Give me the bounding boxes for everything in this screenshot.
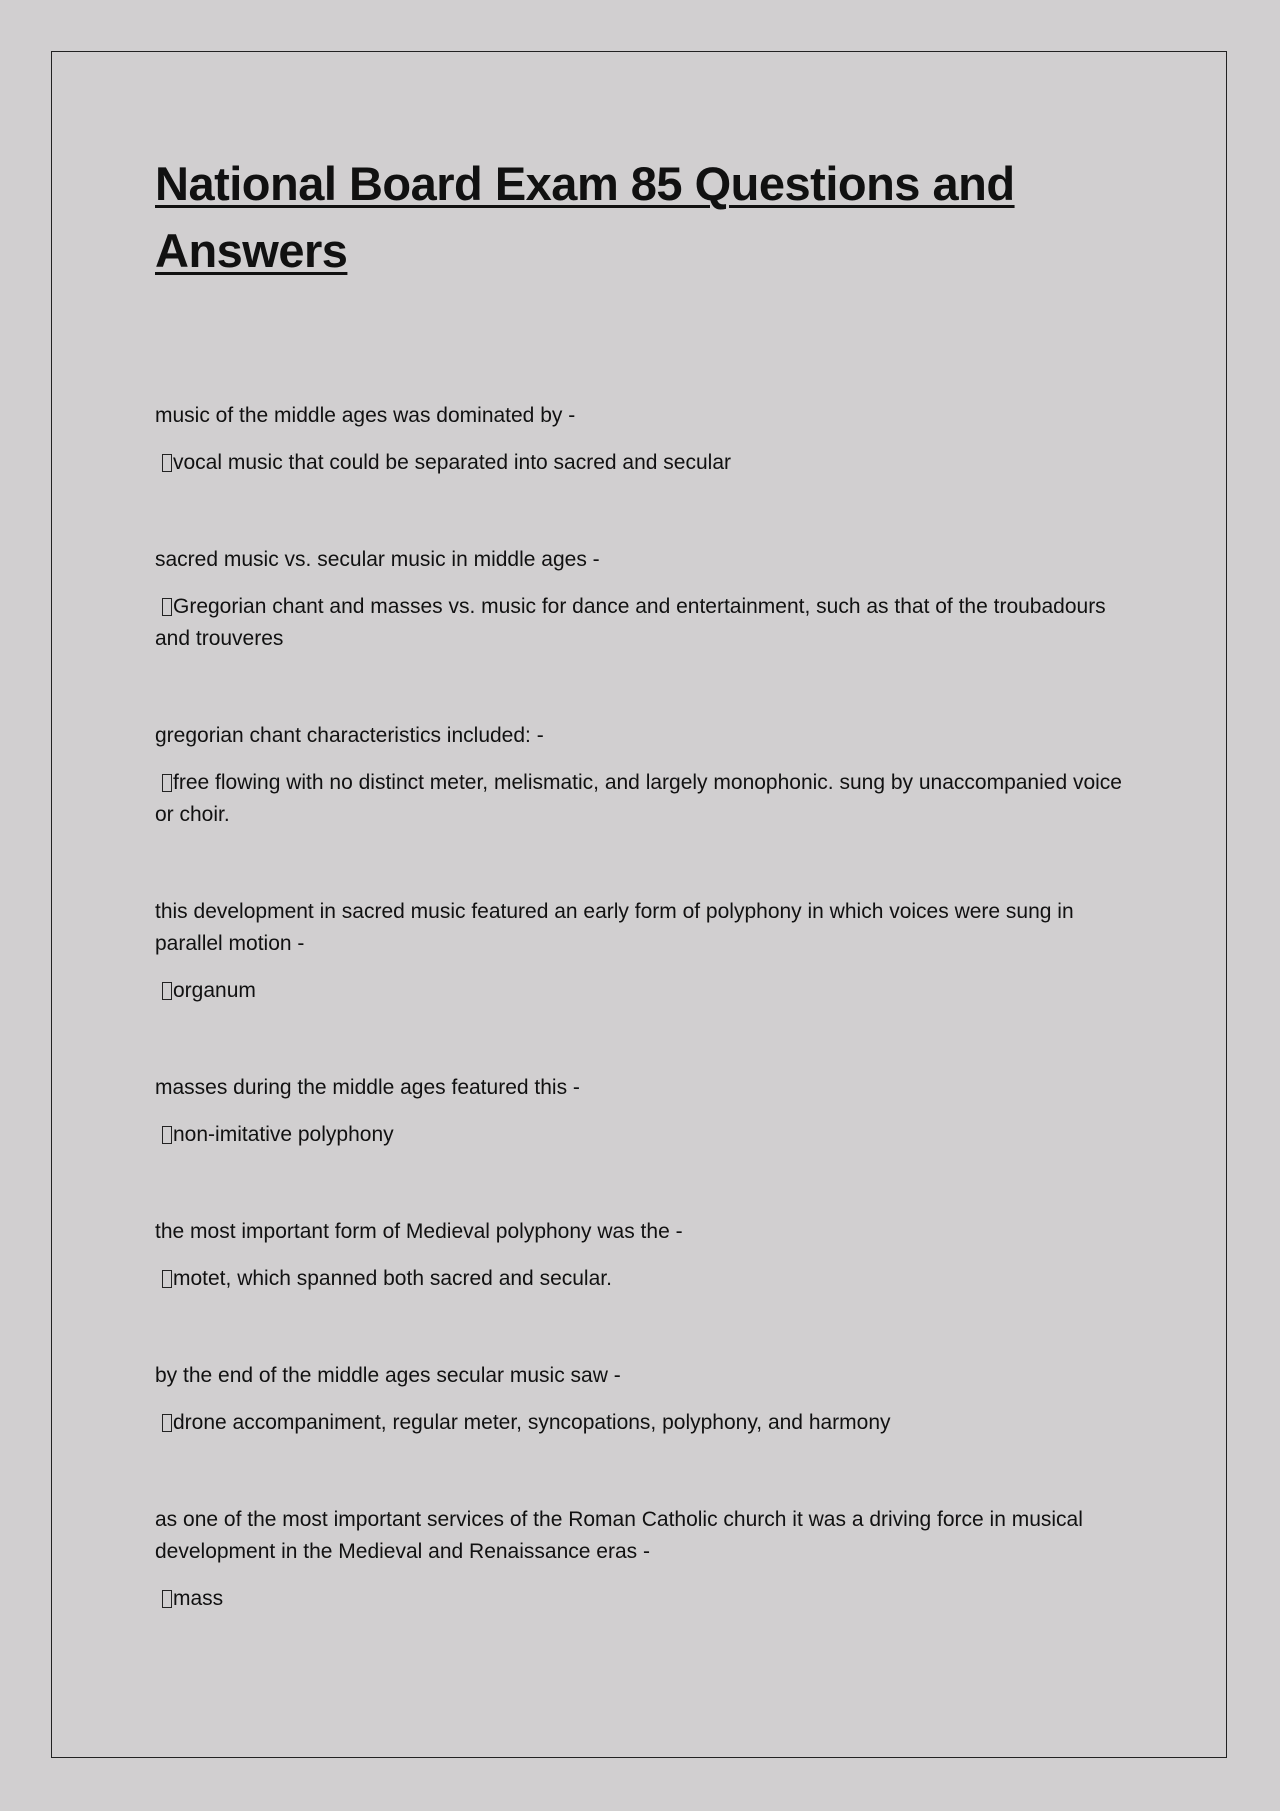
missing-glyph-icon — [162, 1590, 172, 1608]
missing-glyph-icon — [162, 1414, 172, 1432]
question-text: masses during the middle ages featured this - — [155, 1076, 580, 1099]
qa-item — [155, 544, 1135, 655]
question-text: as one of the most important services of the Roman Catholic church it was a driving force in musical development in the Medieval and Renaissance eras - — [155, 1508, 1083, 1563]
qa-item — [155, 1072, 1135, 1151]
qa-list — [155, 400, 1135, 1615]
question-text: sacred music vs. secular music in middle ages - — [155, 548, 600, 571]
answer — [155, 1583, 1135, 1615]
question-text: music of the middle ages was dominated by - — [155, 404, 576, 427]
question-text: by the end of the middle ages secular music saw - — [155, 1364, 621, 1387]
missing-glyph-icon — [162, 454, 172, 472]
answer — [155, 591, 1135, 655]
qa-item — [155, 400, 1135, 479]
question-text: gregorian chant characteristics included: - — [155, 724, 544, 747]
answer — [155, 975, 1135, 1007]
document-content — [155, 150, 1135, 1680]
missing-glyph-icon — [162, 598, 172, 616]
answer-text: non-imitative polyphony — [173, 1123, 394, 1146]
missing-glyph-icon — [162, 1126, 172, 1144]
qa-item — [155, 720, 1135, 831]
answer-text: mass — [173, 1587, 224, 1610]
question-text: the most important form of Medieval polyphony was the - — [155, 1220, 683, 1243]
answer-text: motet, which spanned both sacred and secular. — [173, 1267, 612, 1290]
qa-item — [155, 896, 1135, 1007]
answer — [155, 1119, 1135, 1151]
answer — [155, 767, 1135, 831]
missing-glyph-icon — [162, 982, 172, 1000]
answer-text: drone accompaniment, regular meter, syncopations, polyphony, and harmony — [173, 1411, 891, 1434]
answer — [155, 1263, 1135, 1295]
question-text: this development in sacred music featured an early form of polyphony in which voices were sung in parallel motion - — [155, 900, 1074, 955]
qa-item — [155, 1504, 1135, 1615]
answer-text: vocal music that could be separated into sacred and secular — [173, 451, 731, 474]
document-title: National Board Exam 85 Questions and Answers — [155, 157, 1015, 277]
qa-item — [155, 1360, 1135, 1439]
missing-glyph-icon — [162, 1270, 172, 1288]
qa-item — [155, 1216, 1135, 1295]
answer — [155, 1407, 1135, 1439]
answer — [155, 447, 1135, 479]
missing-glyph-icon — [162, 774, 172, 792]
answer-text: Gregorian chant and masses vs. music for dance and entertainment, such as that of the troubadours and trouveres — [155, 595, 1106, 650]
answer-text: free flowing with no distinct meter, melismatic, and largely monophonic. sung by unaccompanied voice or choir. — [155, 771, 1122, 826]
answer-text: organum — [173, 979, 256, 1002]
